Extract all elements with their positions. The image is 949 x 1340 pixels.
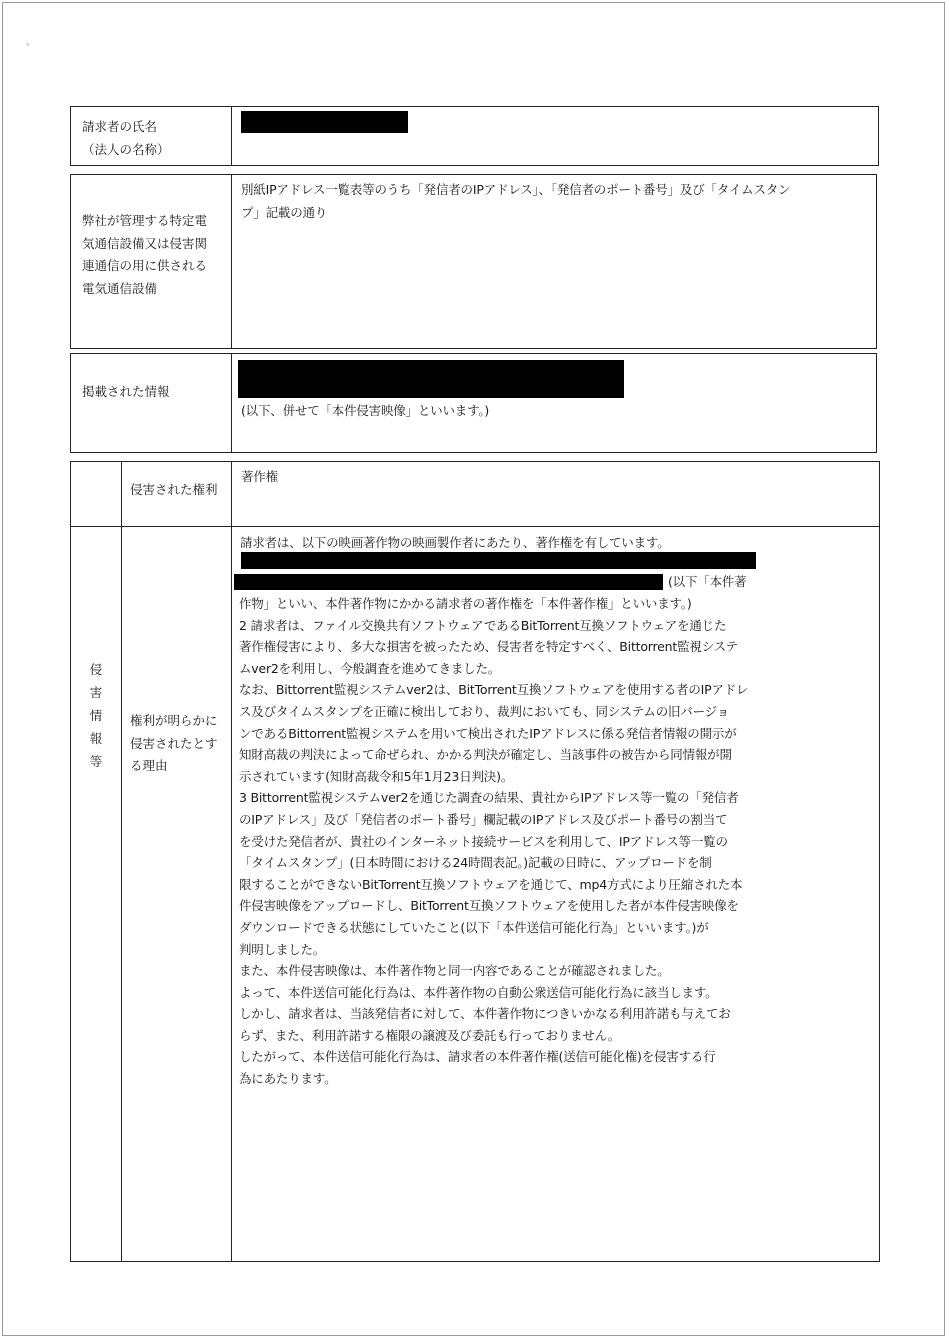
facility-text-line: 別紙IPアドレス一覧表等のうち「発信者のIPアドレス」、「発信者のポート番号」及び「タイムスタン [241,182,791,197]
reason-line: 示されています(知財高裁令和5年1月23日判決)。 [239,768,514,784]
reason-line: ムver2を利用し、今般調査を進めてきました。 [239,660,501,676]
facility-text-line: プ」記載の通り [241,204,328,220]
row2-divider [231,174,232,349]
group-label-char: 害 [89,685,103,700]
group-label-char: 情 [89,708,103,723]
reason-label-line: る理由 [130,758,168,773]
posted-info-text: (以下、併せて「本件侵害映像」といいます。) [241,403,490,418]
reason-label-line: 侵害されたとす [130,735,218,751]
infringed-right-value: 著作権 [241,469,278,484]
reason-line: 著作権侵害により、多大な損害を被ったため、侵害者を特定すべく、Bittorrent監視システ [239,639,738,655]
reason-line: ンであるBittorrent監視システムを用いて検出されたIPアドレスに係る発信者情報の開示が [239,725,737,741]
reason-line: 件侵害映像をアップロードし、BitTorrent互換ソフトウェアを使用した者が本件侵害映像を [239,898,739,914]
infringement-group-label [86,658,106,773]
reason-after-redaction: (以下「本件著 [668,574,747,589]
reason-line: を受けた発信者が、貴社のインターネット接続サービスを利用して、IPアドレス等一覧の [239,833,728,849]
reason-line: 為にあたります。 [239,1071,337,1087]
reason-line: ダウンロードできる状態にしていたこと(以下「本件送信可能化行為」といいます。)が [239,919,709,935]
reason-line: ス及びタイムスタンプを正確に検出しており、裁判においても、同システムの旧バージョ [239,703,730,719]
reason-line: しかし、請求者は、当該発信者に対して、本件著作物につきいかなる利用許諾も与えてお [239,1006,731,1022]
reason-line: らず、また、利用許諾する権限の譲渡及び委託も行っておりません。 [239,1027,621,1043]
group-label-char: 報 [89,731,103,746]
label-value-divider [231,461,232,1262]
facility-label [82,210,207,300]
reason-line: 判明しました。 [239,941,326,957]
work-title-redaction-1 [241,552,756,569]
requester-name-label-line1: 請求者の氏名 [82,119,158,134]
row1-divider [231,106,232,166]
facility-label-line: 連通信の用に供される [82,258,208,273]
group-label-char: 侵 [89,662,103,677]
posted-info-label: 掲載された情報 [82,384,170,399]
posted-info-redaction [238,360,624,398]
facility-label-line: 電気通信設備 [82,280,158,296]
facility-label-line: 気通信設備又は侵害関 [82,235,208,251]
facility-text [241,179,790,224]
row3-divider [231,353,232,453]
reason-line: 限することができないBitTorrent互換ソフトウェアを通じて、mp4方式により圧縮された本 [239,876,743,892]
rights-row-divider [70,526,880,527]
reason-line: のIPアドレス」及び「発信者のポート番号」欄記載のIPアドレス及びポート番号の割当て [239,811,728,827]
reason-line: よって、本件送信可能化行為は、本件著作物の自動公衆送信可能化行為に該当します。 [239,984,718,1000]
reason-line: 作物」といい、本件著作物にかかる請求者の著作権を「本件著作権」といいます。) [239,596,692,611]
reason-line: また、本件侵害映像は、本件著作物と同一内容であることが確認されました。 [239,963,670,979]
requester-name-label [82,116,170,161]
reason-line: なお、Bittorrent監視システムver2は、BitTorrent互換ソフトウェアを使用する者のIPアドレ [239,682,749,698]
reason-line: したがって、本件送信可能化行為は、請求者の本件著作権(送信可能化権)を侵害する行 [239,1049,716,1065]
requester-name-label-line2: （法人の名称） [82,141,170,157]
requester-name-redaction [241,111,408,133]
reason-first-line: 請求者は、以下の映画著作物の映画製作者にあたり、著作権を有しています。 [240,535,670,550]
reason-label [130,710,218,778]
infringed-right-label: 侵害された権利 [130,482,218,497]
group-label-divider [121,461,122,1262]
reason-label-line: 権利が明らかに [130,713,218,728]
requester-name-row [70,106,879,166]
reason-body [239,593,748,1090]
work-title-redaction-2 [234,574,663,590]
reason-line: 3 Bittorrent監視システムver2を通じた調査の結果、貴社からIPアドレス等一覧の「発信者 [239,790,739,806]
facility-label-line: 弊社が管理する特定電 [82,213,208,228]
scan-mark: ヽ [22,40,32,51]
reason-line: 知財高裁の判決によって命ぜられ、かかる判決が確定し、当該事件の被告から同情報が開 [239,747,732,763]
group-label-char: 等 [89,754,103,769]
reason-line: 「タイムスタンプ」(日本時間における24時間表記。)記載の日時に、アップロードを制 [239,855,712,871]
reason-line: 2 請求者は、ファイル交換共有ソフトウェアであるBitTorrent互換ソフトウェアを通じた [239,617,727,633]
